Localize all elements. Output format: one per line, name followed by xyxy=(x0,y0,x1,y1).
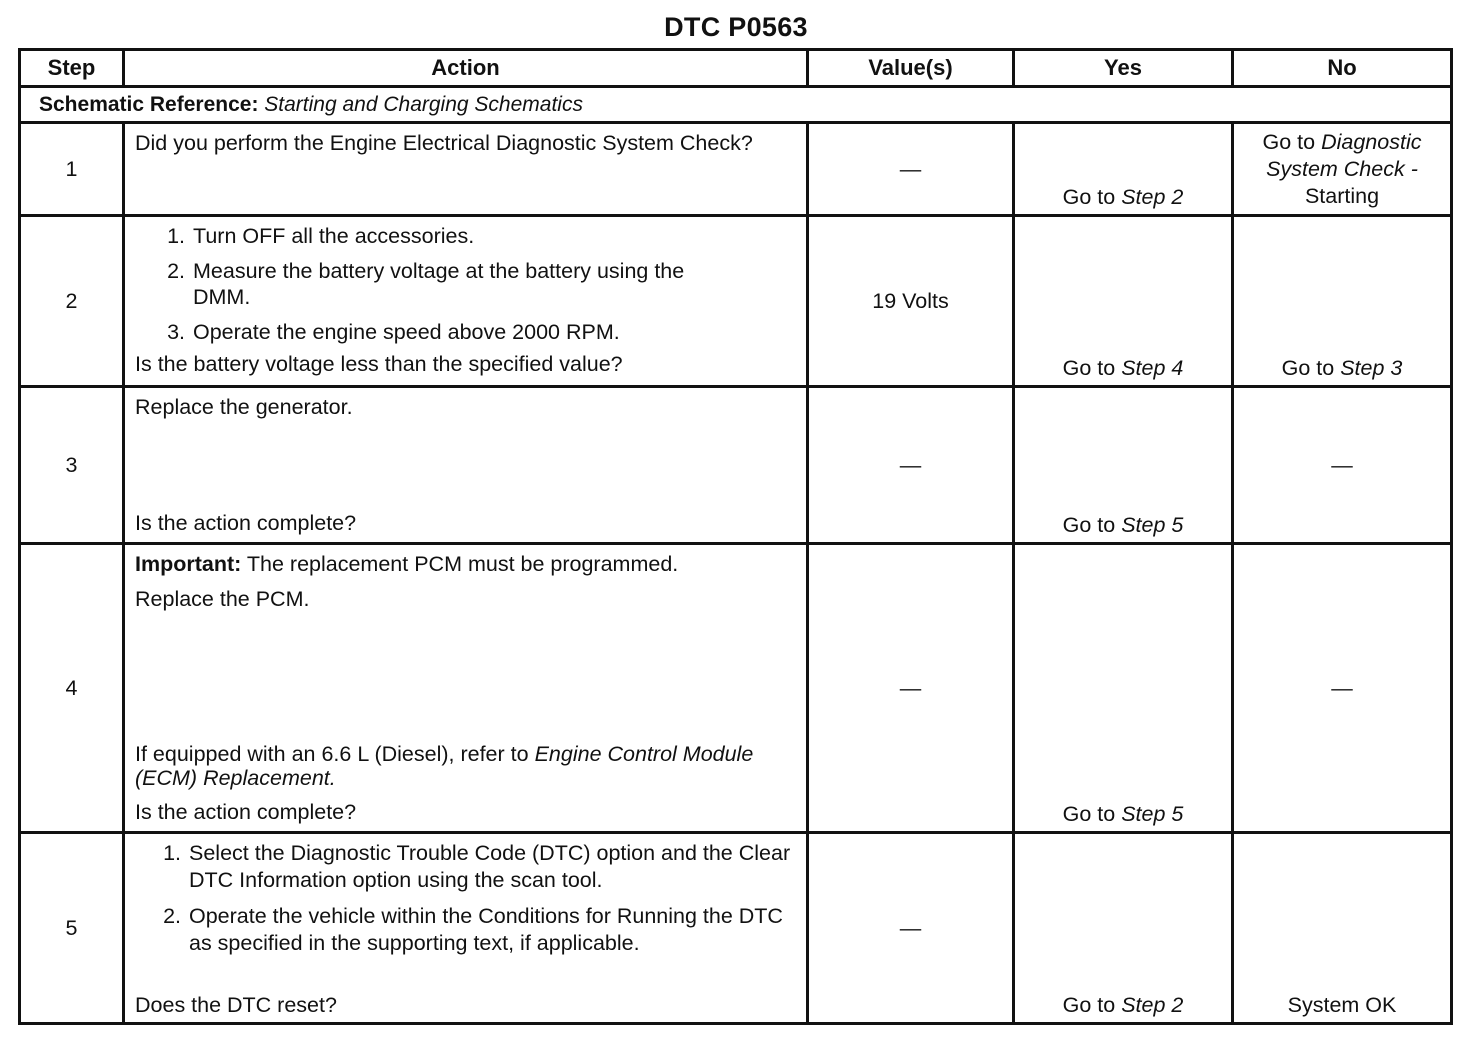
action-text: Replace the generator. xyxy=(135,395,353,420)
no-link[interactable]: Diagnostic System Check - xyxy=(1266,129,1422,181)
action-list xyxy=(135,223,796,345)
action-cell xyxy=(124,122,808,215)
question-text: Is the action complete? xyxy=(135,800,357,825)
yes-step-link[interactable]: Step 5 xyxy=(1121,802,1184,827)
action-cell xyxy=(124,543,808,833)
action-list xyxy=(135,840,796,957)
action-cell xyxy=(124,215,808,387)
list-item: 2. Measure the battery voltage at the battery using the DMM. xyxy=(191,258,796,310)
page-title: DTC P0563 xyxy=(664,12,808,42)
schematic-row xyxy=(20,87,1452,122)
yes-step-link[interactable]: Step 4 xyxy=(1121,356,1184,381)
action-cell xyxy=(124,833,808,1024)
no-cell: — xyxy=(1233,543,1452,833)
no-plain-text: Starting xyxy=(1304,183,1380,208)
go-to-text: Go to xyxy=(1262,129,1316,154)
action-text: Did you perform the Engine Electrical Diagnostic System Check? xyxy=(135,130,753,155)
table-row xyxy=(20,387,1452,543)
value-cell: — xyxy=(808,833,1014,1024)
yes-step-link[interactable]: Step 5 xyxy=(1121,512,1184,537)
important-label: Important: xyxy=(135,551,242,576)
header-values: Value(s) xyxy=(808,50,1014,87)
value-cell: — xyxy=(808,387,1014,543)
question-text: Is the action complete? xyxy=(135,510,357,535)
go-to-text: Go to xyxy=(1062,184,1116,209)
table-row xyxy=(20,833,1452,1024)
value-cell: 19 Volts xyxy=(808,215,1014,387)
no-cell: — xyxy=(1233,387,1452,543)
table-header-row xyxy=(20,50,1452,87)
yes-step-link[interactable]: Step 2 xyxy=(1121,184,1184,209)
list-item: 3. Operate the engine speed above 2000 RPM. xyxy=(191,319,796,345)
diesel-text: If equipped with an 6.6 L (Diesel), refer to xyxy=(135,742,529,767)
go-to-text: Go to xyxy=(1062,802,1116,827)
yes-cell xyxy=(1014,833,1233,1024)
schematic-link[interactable]: Starting and Charging Schematics xyxy=(264,92,583,116)
step-number: 1 xyxy=(20,122,124,215)
yes-cell xyxy=(1014,543,1233,833)
yes-cell xyxy=(1014,387,1233,543)
go-to-text: Go to xyxy=(1062,512,1116,537)
go-to-text: Go to xyxy=(1281,356,1335,381)
table-row xyxy=(20,543,1452,833)
action-cell xyxy=(124,387,808,543)
question-text: Is the battery voltage less than the specified value? xyxy=(135,351,623,376)
list-item: 1. Select the Diagnostic Trouble Code (DTC) option and the Clear DTC Information option using the scan tool. xyxy=(187,840,796,894)
diagnostic-table xyxy=(18,48,1453,1025)
no-step-link[interactable]: Step 3 xyxy=(1340,356,1403,381)
no-cell xyxy=(1233,215,1452,387)
step-number: 2 xyxy=(20,215,124,387)
schematic-reference xyxy=(20,87,1452,122)
table-row xyxy=(20,122,1452,215)
go-to-text: Go to xyxy=(1062,993,1116,1017)
step-number: 5 xyxy=(20,833,124,1024)
table-row xyxy=(20,215,1452,387)
important-note xyxy=(135,551,796,577)
schematic-label: Schematic Reference: xyxy=(39,92,259,116)
action-text: Replace the PCM. xyxy=(135,586,310,611)
header-action: Action xyxy=(124,50,808,87)
no-cell xyxy=(1233,122,1452,215)
header-step: Step xyxy=(20,50,124,87)
question-text: Does the DTC reset? xyxy=(135,993,337,1017)
no-cell: System OK xyxy=(1233,833,1452,1024)
diesel-link[interactable]: Engine Control Module (ECM) Replacement. xyxy=(135,742,754,791)
important-text: The replacement PCM must be programmed. xyxy=(246,551,679,576)
yes-cell xyxy=(1014,215,1233,387)
value-cell: — xyxy=(808,543,1014,833)
go-to-text: Go to xyxy=(1062,356,1116,381)
yes-step-link[interactable]: Step 2 xyxy=(1121,993,1184,1017)
diesel-note xyxy=(135,742,796,825)
list-item: 2. Operate the vehicle within the Conditions for Running the DTC as specified in the supporting text, if applicable. xyxy=(187,903,796,957)
value-cell: — xyxy=(808,122,1014,215)
list-item: 1. Turn OFF all the accessories. xyxy=(191,223,796,249)
header-no: No xyxy=(1233,50,1452,87)
yes-cell xyxy=(1014,122,1233,215)
step-number: 3 xyxy=(20,387,124,543)
step-number: 4 xyxy=(20,543,124,833)
header-yes: Yes xyxy=(1014,50,1233,87)
